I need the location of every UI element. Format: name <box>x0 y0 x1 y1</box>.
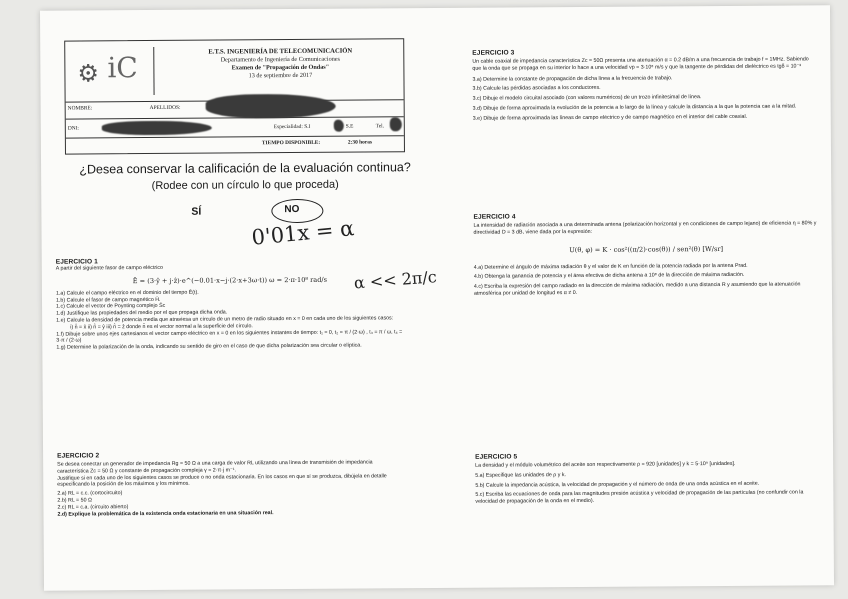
exercise-3-item-a: 3.a) Determine la constante de propagación de dicha línea a la frecuencia de trabajo. <box>472 74 673 83</box>
exercise-3-title: EJERCICIO 3 <box>472 49 515 57</box>
exercise-3 <box>472 47 817 122</box>
exercise-2-title: EJERCICIO 2 <box>57 452 100 460</box>
exercise-1 <box>56 256 405 351</box>
exercise-1-intro: A partir del siguiente fasor de campo eléctrico <box>55 264 163 272</box>
tel-label: Tel. <box>375 123 384 130</box>
se-label: S.E <box>345 123 354 130</box>
exercise-2-intro-2: Justifique si en cada uno de los siguientes casos se produce o no onda estacionaria. En los casos en que sí se produzca, dibújela en detalle especificando la posición de los máximos y los mínimos. <box>57 472 387 489</box>
exercise-4-title: EJERCICIO 4 <box>473 213 516 221</box>
conserve-question: ¿Desea conservar la calificación de la evaluación continua? <box>79 160 411 177</box>
exercise-1-item-d: 1.d) Justifique las propiedades del medio por el que propaga dicha onda. <box>56 309 228 317</box>
answer-yes: SÍ <box>191 205 202 218</box>
answer-no: NO <box>284 203 300 216</box>
time-row <box>66 135 404 153</box>
exercise-1-item-e: 1.e) Calcule la densidad de potencia media que atraviesa un círculo de un metro de radio situado en x = 0 en cada uno de los siguientes casos: <box>56 315 394 324</box>
left-column <box>54 8 411 590</box>
exercise-4-intro: La intensidad de radiación asociada a una determinada antena (polarización horizontal y en condiciones de campo lejano) de eficiencia η = 80% y directividad D = 3 dB, viene dada por la expresión: <box>473 220 817 236</box>
institution-name: E.T.S. INGENIERÍA DE TELECOMUNICACIÓN <box>208 47 353 56</box>
conserve-instruction: (Rodee con un círculo lo que proceda) <box>151 178 339 192</box>
exam-date: 13 de septiembre de 2017 <box>248 71 313 80</box>
institution-block <box>161 47 399 81</box>
exercise-2-item-d: 2.d) Explique la problemática de la existencia onda estacionaria en una situación real. <box>57 509 274 518</box>
name-label: NOMBRE: <box>67 105 93 112</box>
redacted-tel <box>390 117 402 131</box>
exercise-5 <box>475 451 820 505</box>
exercise-1-title: EJERCICIO 1 <box>55 258 98 266</box>
exercise-5-item-a: 5.a) Especifique las unidades de ρ y k. <box>475 471 567 479</box>
exercise-1-item-e-cases: i) n̂ = x̂ ii) n̂ = ŷ iii) n̂ = ẑ donde n̂ es el vector normal a la superficie del círculo. <box>70 323 253 331</box>
exercise-2-item-a: 2.a) RL = c.c. (cortocircuito) <box>57 490 123 497</box>
surname-label: APELLIDOS: <box>149 104 181 112</box>
gear-logo-icon: ⚙ <box>77 60 100 88</box>
exercise-3-item-c: 3.c) Dibuje el modelo circuital asociado (con valores numéricos) de un trozo infinitesimal de línea. <box>472 94 702 102</box>
exercise-5-item-b: 5.b) Calcule la impedancia acústica, la velocidad de propagación y el número de onda de una onda acústica en el aceite. <box>475 480 760 489</box>
exercise-3-item-b: 3.b) Calcule las pérdidas asociadas a los conductores. <box>472 85 601 93</box>
exercise-2-item-c: 2.c) RL = c.a. (circuito abierto) <box>57 503 129 511</box>
time-label: TIEMPO DISPONIBLE: <box>261 139 321 147</box>
exercise-4-item-b: 4.b) Obtenga la ganancia de potencia y el área efectiva de dicha antena a 10⁸ de la dirección de máxima radiación. <box>473 272 745 281</box>
handwritten-note-1: 0'01x = α <box>250 216 356 250</box>
exercise-5-intro: La densidad y el módulo volumétrico del aceite son respectivamente ρ = 920 [unidades] y k = 5·10⁹ [unidades]. <box>475 460 736 469</box>
handwritten-note-2: α << 2π/c <box>353 267 438 293</box>
exercise-4 <box>473 211 819 297</box>
exercise-2-intro: Se desea conectar un generador de impedancia Rg = 50 Ω a una carga de valor RL utilizando una línea de transmisión de impedancia característica Zc = 50 Ω y constante de propagación compleja γ = 2·π·j m⁻¹. <box>57 459 373 475</box>
exercise-1-item-a: 1.a) Calcule el campo eléctrico en el dominio del tiempo Ē(t). <box>55 289 199 297</box>
exercise-2-item-b: 2.b) RL = 50 Ω <box>57 497 92 504</box>
exercise-4-item-a: 4.a) Determine el ángulo de máxima radiación θ y el valor de K en función de la potencia radiada por la antena Prad. <box>473 262 748 271</box>
exercise-1-item-f: 1.f) Dibuje sobre unos ejes cartesianos el vector campo eléctrico en x = 0 en los siguientes instantes de tiempo: t₁ = 0, t₂ = π / (2·ω) , t₃ = π / ω, t₄ = 3·π / (2·ω) <box>56 328 403 345</box>
exercise-1-item-g: 1.g) Determine la polarización de la onda, indicando su sentido de giro en el caso de que dicha polarización sea circular o elíptica. <box>56 342 362 351</box>
time-value: 2:30 horas <box>347 139 373 146</box>
logo-text: iC <box>107 51 138 85</box>
exercise-4-formula: U(θ, φ) = K · cos²((π/2)·cos(θ)) / sen²(θ) [W/sr] <box>569 244 724 254</box>
department-name: Departamento de Ingeniería de Comunicaciones <box>220 55 340 64</box>
exercise-5-title: EJERCICIO 5 <box>475 453 518 461</box>
exercise-4-item-c: 4.c) Escriba la expresión del campo radiado en la dirección de máxima radiación, medido a una distancia R y asumiendo que la atenuación atmosférica por unidad de longitud es α ≠ 0. <box>473 281 801 297</box>
exercise-1-item-b: 1.b) Calcule el fasor de campo magnético H̄. <box>55 296 161 304</box>
exercise-1-formula: Ē = (3·ŷ + j·ẑ)·e^(−0.01·x−j·(2·x+3ω·t)) ω = 2·π·10⁸ rad/s <box>132 275 328 285</box>
exercise-2 <box>57 450 405 518</box>
exercise-5-item-c: 5.c) Escriba las ecuaciones de onda para las magnitudes presión acústica y velocidad de propagación de las partículas (no confundir con la velocidad de propagación de la onda en el medio). <box>475 489 804 505</box>
exam-name: Examen de "Propagación de Ondas" <box>231 63 330 72</box>
redacted-check <box>334 120 344 132</box>
exam-sheet <box>40 5 834 591</box>
exercise-3-item-d: 3.d) Dibuje de forma aproximada la evolución de la potencia a lo largo de la línea y calcule la distancia a la que la potencia cae a la mitad. <box>472 103 797 112</box>
exercise-3-item-e: 3.e) Dibuje de forma aproximada las líneas de campo eléctrico y de campo magnético en el interior del cable coaxial. <box>472 113 748 122</box>
school-logo <box>71 47 154 96</box>
exercise-1-item-c: 1.c) Calcule el vector de Poynting complejo S̄c <box>56 303 166 311</box>
dni-label: DNI: <box>67 125 79 132</box>
right-column <box>472 5 821 587</box>
exercise-3-intro: Un cable coaxial de impedancia característica Zc = 50Ω presenta una atenuación α = 0.2 dB/m a una frecuencia de trabajo f = 1MHz. Sabiendo que la onda que se propaga en su interior lo hace a una velocidad vp = 3·10⁸ m/s y que la tangente de pérdidas del dieléctrico es tgδ = 10⁻³ <box>472 56 809 72</box>
exam-header-box <box>64 38 405 154</box>
speciality-label: Especialidad: S.I <box>273 123 311 131</box>
